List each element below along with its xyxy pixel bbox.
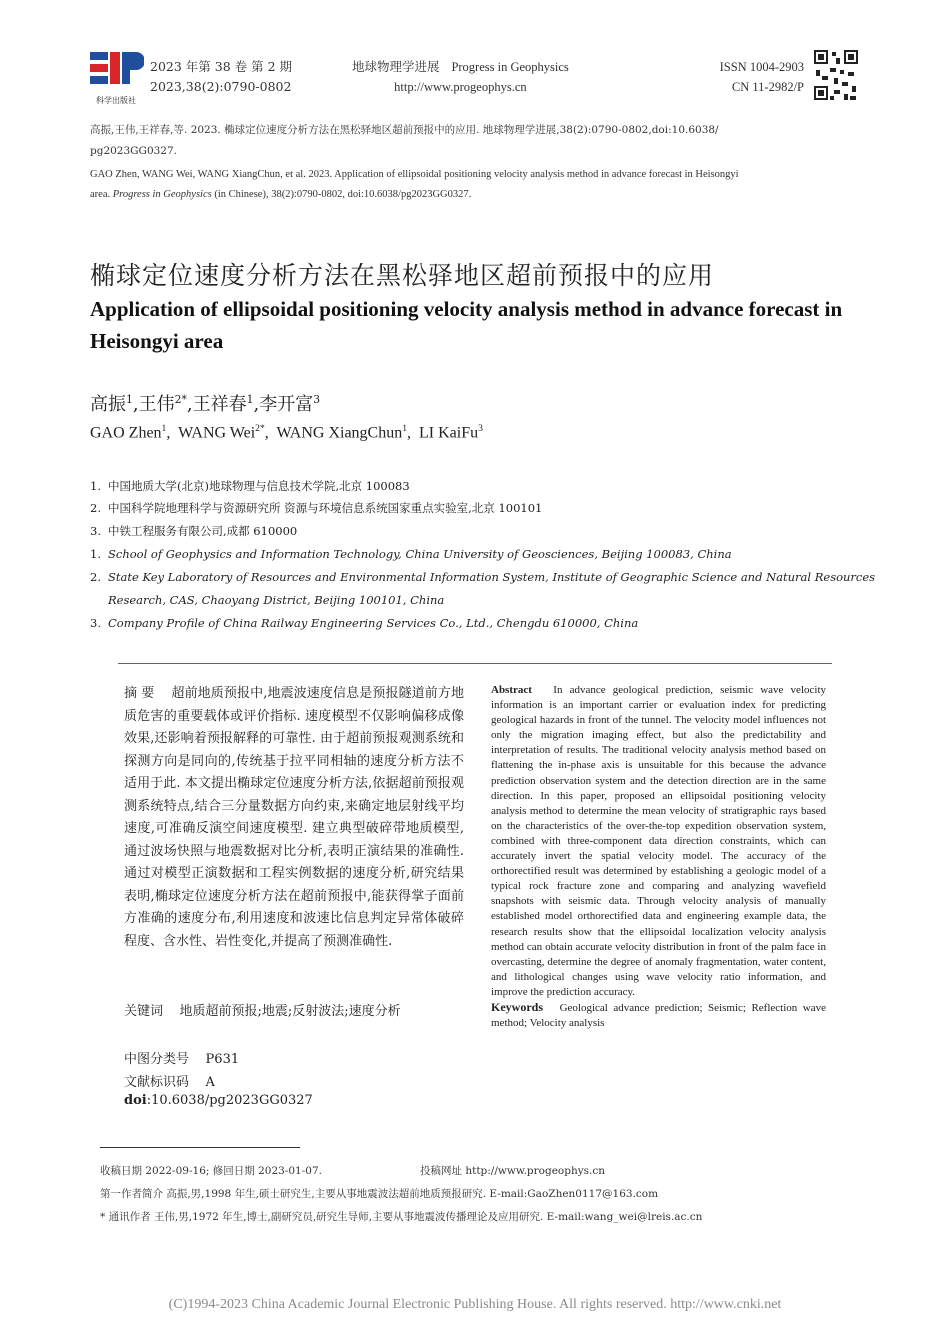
- abstract-en-label: Abstract: [491, 684, 532, 696]
- author-name: WANG Wei: [178, 424, 256, 442]
- author-name: 王伟: [138, 394, 175, 415]
- citation-journal: Progress in Geophysics: [112, 189, 212, 200]
- abstract-cn: [124, 683, 464, 953]
- affiliation-cn: 1. 中国地质大学(北京)地球物理与信息技术学院,北京 100083: [90, 479, 410, 493]
- title-en: Application of ellipsoidal positioning velocity analysis method in advance forecast in Heisongyi area: [90, 297, 843, 353]
- issn: ISSN 1004-2903: [719, 60, 804, 74]
- author-name: 高振: [90, 394, 126, 415]
- authors-cn: 高振$^1$,王伟$^{2*}$,王祥春$^1$,李开富$^3$: [90, 393, 321, 415]
- abstract-en-text: In advance geological prediction, seismic wave velocity information is an important carrier or evaluation index for predicting geological hazards in front of the tunnel. The velocity model influences not only the migration imaging effect, but also the predictability and interpretation of results. The traditional velocity analysis method based on flattening the in-phase axis is unsuitable for this because the advance prediction observation system and the detection direction are in the same direction. In this paper, proposed an ellipsoidal positioning velocity analysis method to determine the mean velocity of stratigraphic rays based on the characteristics of the over-the-top expedition observation system, combined with three-component data direction constraints, which can accurately invert the spatial velocity model. The accuracy of the orthorectified result was determined by establishing a geologic model of a typical rock fracture zone and comparing and analyzing wavefield snapshots with seismic data. Through velocity analysis of manually established model orthorectified data and engineering example data, the research results show that the ellipsoidal localization velocity analysis method can obtain accurate velocity distribution in front of the palm face in overcasting, determine the degree of anomaly fragmentation, water content, and lithological changes using wave velocity ratio information, and improve the prediction accuracy.: [491, 684, 826, 998]
- issue-line-2: 2023,38(2):0790-0802: [150, 79, 292, 94]
- corresponding-author-info: * 通讯作者 王伟,男,1972 年生,博士,副研究员,研究生导师,主要从事地震波传播理论及应用研究. E-mail:wang_wei@lreis.ac.cn: [100, 1211, 703, 1223]
- abstract-top-rule: [118, 663, 832, 664]
- title-cn: 椭球定位速度分析方法在黑松驿地区超前预报中的应用: [90, 261, 715, 290]
- qr-code-icon: [812, 48, 860, 102]
- keywords-en-label: Keywords: [491, 999, 543, 1014]
- affiliation-en: 1. School of Geophysics and Information Technology, China University of Geosciences, Beijing 100083, China: [90, 547, 732, 561]
- affiliation-en: 2. State Key Laboratory of Resources and Environmental Information System, Institute of Geographic Science and Natural Resources: [90, 570, 876, 584]
- journal-info: [352, 57, 569, 97]
- affiliation-en: 3. Company Profile of China Railway Engineering Services Co., Ltd., Chengdu 610000, China: [90, 616, 639, 630]
- author-name: 王祥春: [192, 394, 247, 415]
- journal-name-en: Progress in Geophysics: [451, 60, 569, 74]
- author-name: 李开富: [259, 394, 314, 415]
- author-name: WANG XiangChun: [276, 424, 403, 442]
- keywords-en: Geological advance prediction; Seismic; Reflection wave method; Velocity analysis: [491, 1001, 827, 1030]
- abstract-cn-label: 摘 要: [124, 686, 155, 701]
- journal-url[interactable]: http://www.progeophys.cn: [394, 80, 527, 94]
- journal-name-cn: 地球物理学进展: [352, 59, 440, 74]
- cn-number: CN 11-2982/P: [731, 80, 804, 94]
- clc-number: 中图分类号 P631: [124, 1052, 240, 1067]
- citation-cn-line-2: pg2023GG0327.: [90, 145, 177, 157]
- citation-en-line-1: GAO Zhen, WANG Wei, WANG XiangChun, et al. 2023. Application of ellipsoidal positioning velocity analysis method in advance forecast in Heisongyi: [90, 169, 739, 180]
- issue-line-1: 2023 年第 38 卷 第 2 期: [150, 59, 293, 74]
- footnote-rule: [100, 1147, 300, 1148]
- issn-info: [700, 57, 804, 97]
- affiliation-en-continued: Research, CAS, Chaoyang District, Beijing 100101, China: [108, 593, 445, 607]
- svg-text:科学出版社: 科学出版社: [96, 96, 136, 105]
- author-name: LI KaiFu: [419, 424, 479, 442]
- cnki-copyright: (C)1994-2023 China Academic Journal Electronic Publishing House. All rights reserved. http://www.cnki.net: [168, 1297, 782, 1312]
- citation-cn-line-1: 高振,王伟,王祥春,等. 2023. 椭球定位速度分析方法在黑松驿地区超前预报中的应用. 地球物理学进展,38(2):0790-0802,doi:10.6038/: [90, 124, 719, 136]
- authors-en: GAO Zhen$^1$, WANG Wei$^{2*}$, WANG XiangChun$^1$, LI KaiFu$^3$: [90, 423, 483, 442]
- keywords-cn: 关键词 地质超前预报;地震;反射波法;速度分析: [124, 1004, 401, 1019]
- doi[interactable]: doi:10.6038/pg2023GG0327: [124, 1093, 313, 1108]
- first-author-info: 第一作者简介 高振,男,1998 年生,硕士研究生,主要从事地震波法超前地质预报研究. E-mail:GaoZhen0117@163.com: [100, 1188, 659, 1200]
- publisher-logo: [88, 48, 144, 110]
- affiliation-cn: 2. 中国科学院地理科学与资源研究所 资源与环境信息系统国家重点实验室,北京 100101: [90, 501, 543, 515]
- affiliation-cn: 3. 中铁工程服务有限公司,成都 610000: [90, 524, 298, 538]
- submission-url[interactable]: 投稿网址 http://www.progeophys.cn: [420, 1165, 606, 1177]
- author-name: GAO Zhen: [90, 424, 162, 442]
- citation-en-line-2: area. Progress in Geophysics (in Chinese), 38(2):0790-0802, doi:10.6038/pg2023GG0327.: [90, 189, 472, 200]
- abstract-en: [491, 683, 826, 1031]
- issue-info: [150, 57, 292, 97]
- received-date: 收稿日期 2022-09-16; 修回日期 2023-01-07.: [100, 1165, 322, 1177]
- document-code: 文献标识码 A: [124, 1075, 215, 1090]
- abstract-cn-text: 超前地质预报中,地震波速度信息是预报隧道前方地质危害的重要载体或评价指标. 速度模型不仅影响偏移成像效果,还影响着预报解释的可靠性. 由于超前预报观测系统和探测方向是同向的,传统基于拉平同相轴的速度分析方法不适用于此. 本文提出椭球定位速度分析方法,依据超前预报观测系统特点,结合三分量数据方向约束,来确定地层射线平均速度,可准确反演空间速度模型. 建立典型破碎带地质模型,通过波场快照与地震数据对比分析,表明正演结果的准确性. 通过对模型正演数据和工程实例数据的速度分析,研究结果表明,椭球定位速度分析方法在超前预报中,能获得掌子面前方准确的速度分布,利用速度和波速比信息判定异常体破碎程度、含水性、岩性变化,并提高了预测准确性.: [124, 686, 465, 949]
